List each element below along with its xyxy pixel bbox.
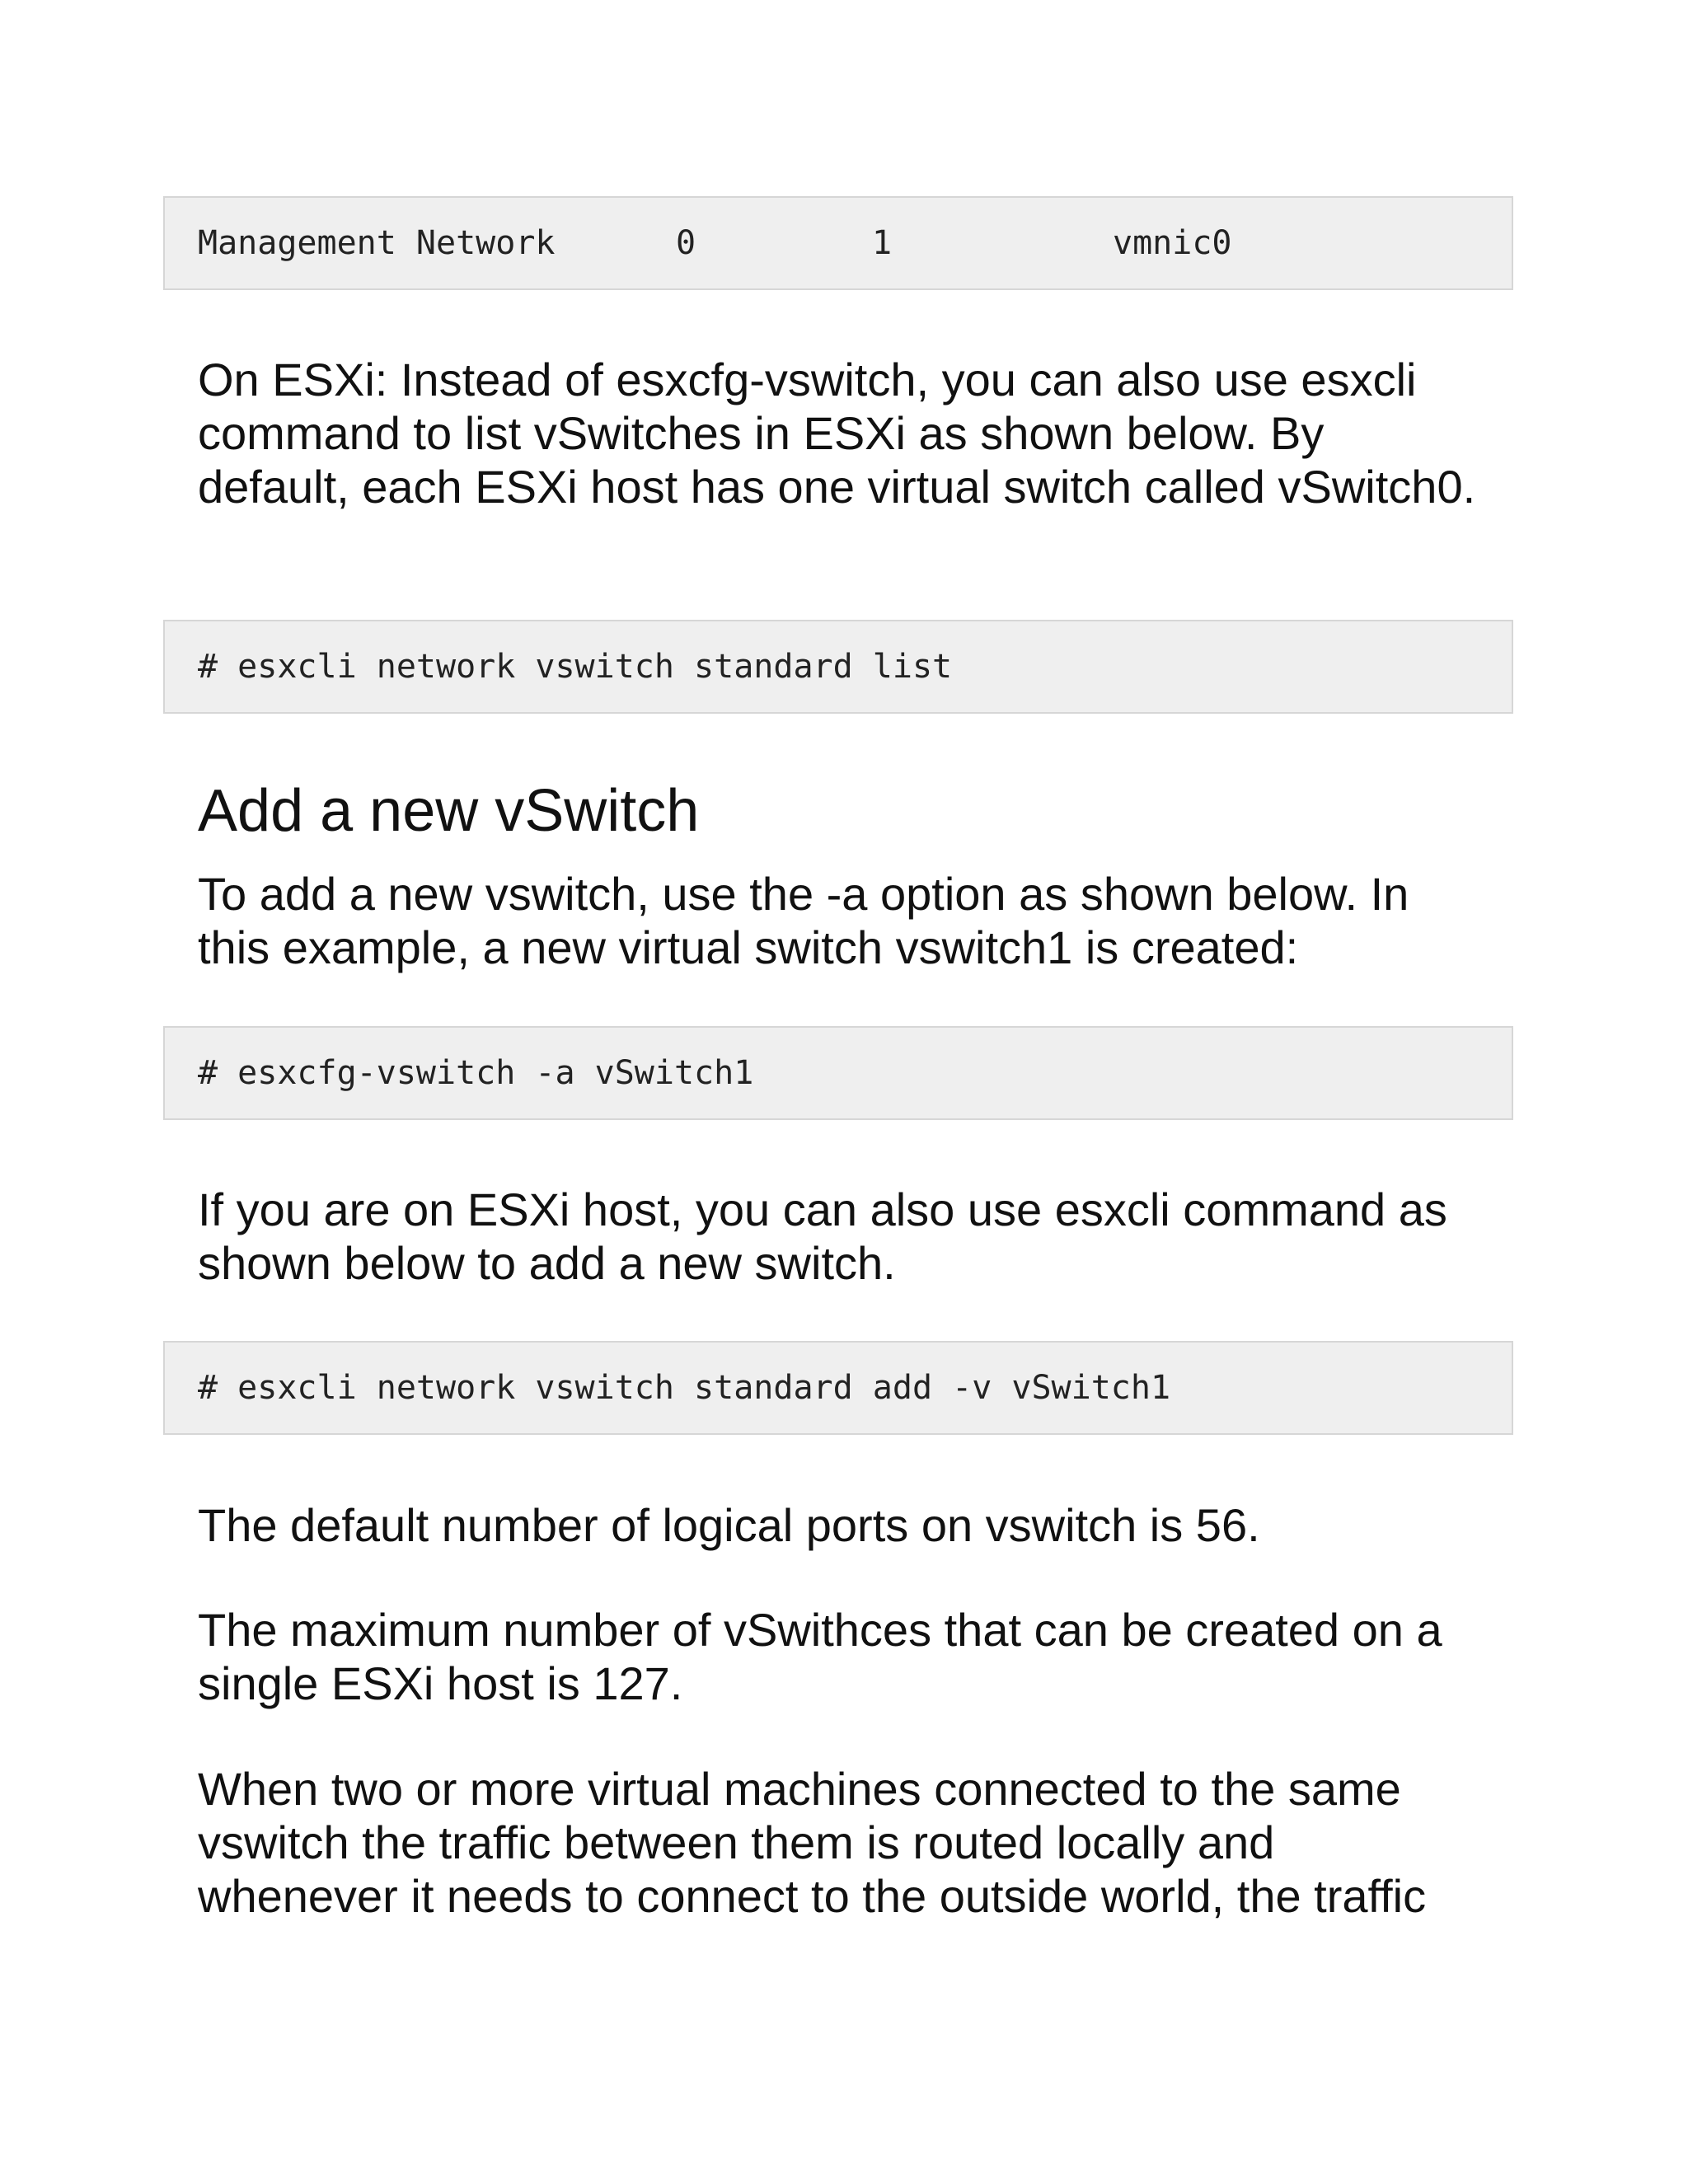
used-ports: 1 [872,224,893,262]
vlan-id: 0 [676,224,696,262]
paragraph-default-ports: The default number of logical ports on vswitch is 56. [198,1499,1260,1551]
section-heading-add-vswitch: Add a new vSwitch [198,778,700,844]
paragraph-max-vswitches: The maximum number of vSwithces that can be created on a single ESXi host is 127. [198,1604,1442,1709]
code-block-management-network [163,196,1513,290]
paragraph-add-vswitch: To add a new vswitch, use the -a option as shown below. In this example, a new virtual switch vswitch1 is created: [198,868,1409,973]
port-group-name: Management Network [198,224,556,262]
code-block-esxcli-list: # esxcli network vswitch standard list [163,620,1513,714]
code-block-esxcli-add: # esxcli network vswitch standard add -v vSwitch1 [163,1341,1513,1435]
uplinks: vmnic0 [1113,224,1232,262]
paragraph-esxi-list: On ESXi: Instead of esxcfg-vswitch, you can also use esxcli command to list vSwitches in ESXi as shown below. By default, each ESXi host has one virtual switch called vSwitch0. [198,354,1476,513]
paragraph-traffic: When two or more virtual machines connected to the same vswitch the traffic between them is routed locally and whenever it needs to connect to the outside world, the traffic [198,1763,1427,1922]
paragraph-esxcli-add: If you are on ESXi host, you can also use esxcli command as shown below to add a new switch. [198,1183,1447,1289]
code-block-esxcfg-add: # esxcfg-vswitch -a vSwitch1 [163,1026,1513,1120]
